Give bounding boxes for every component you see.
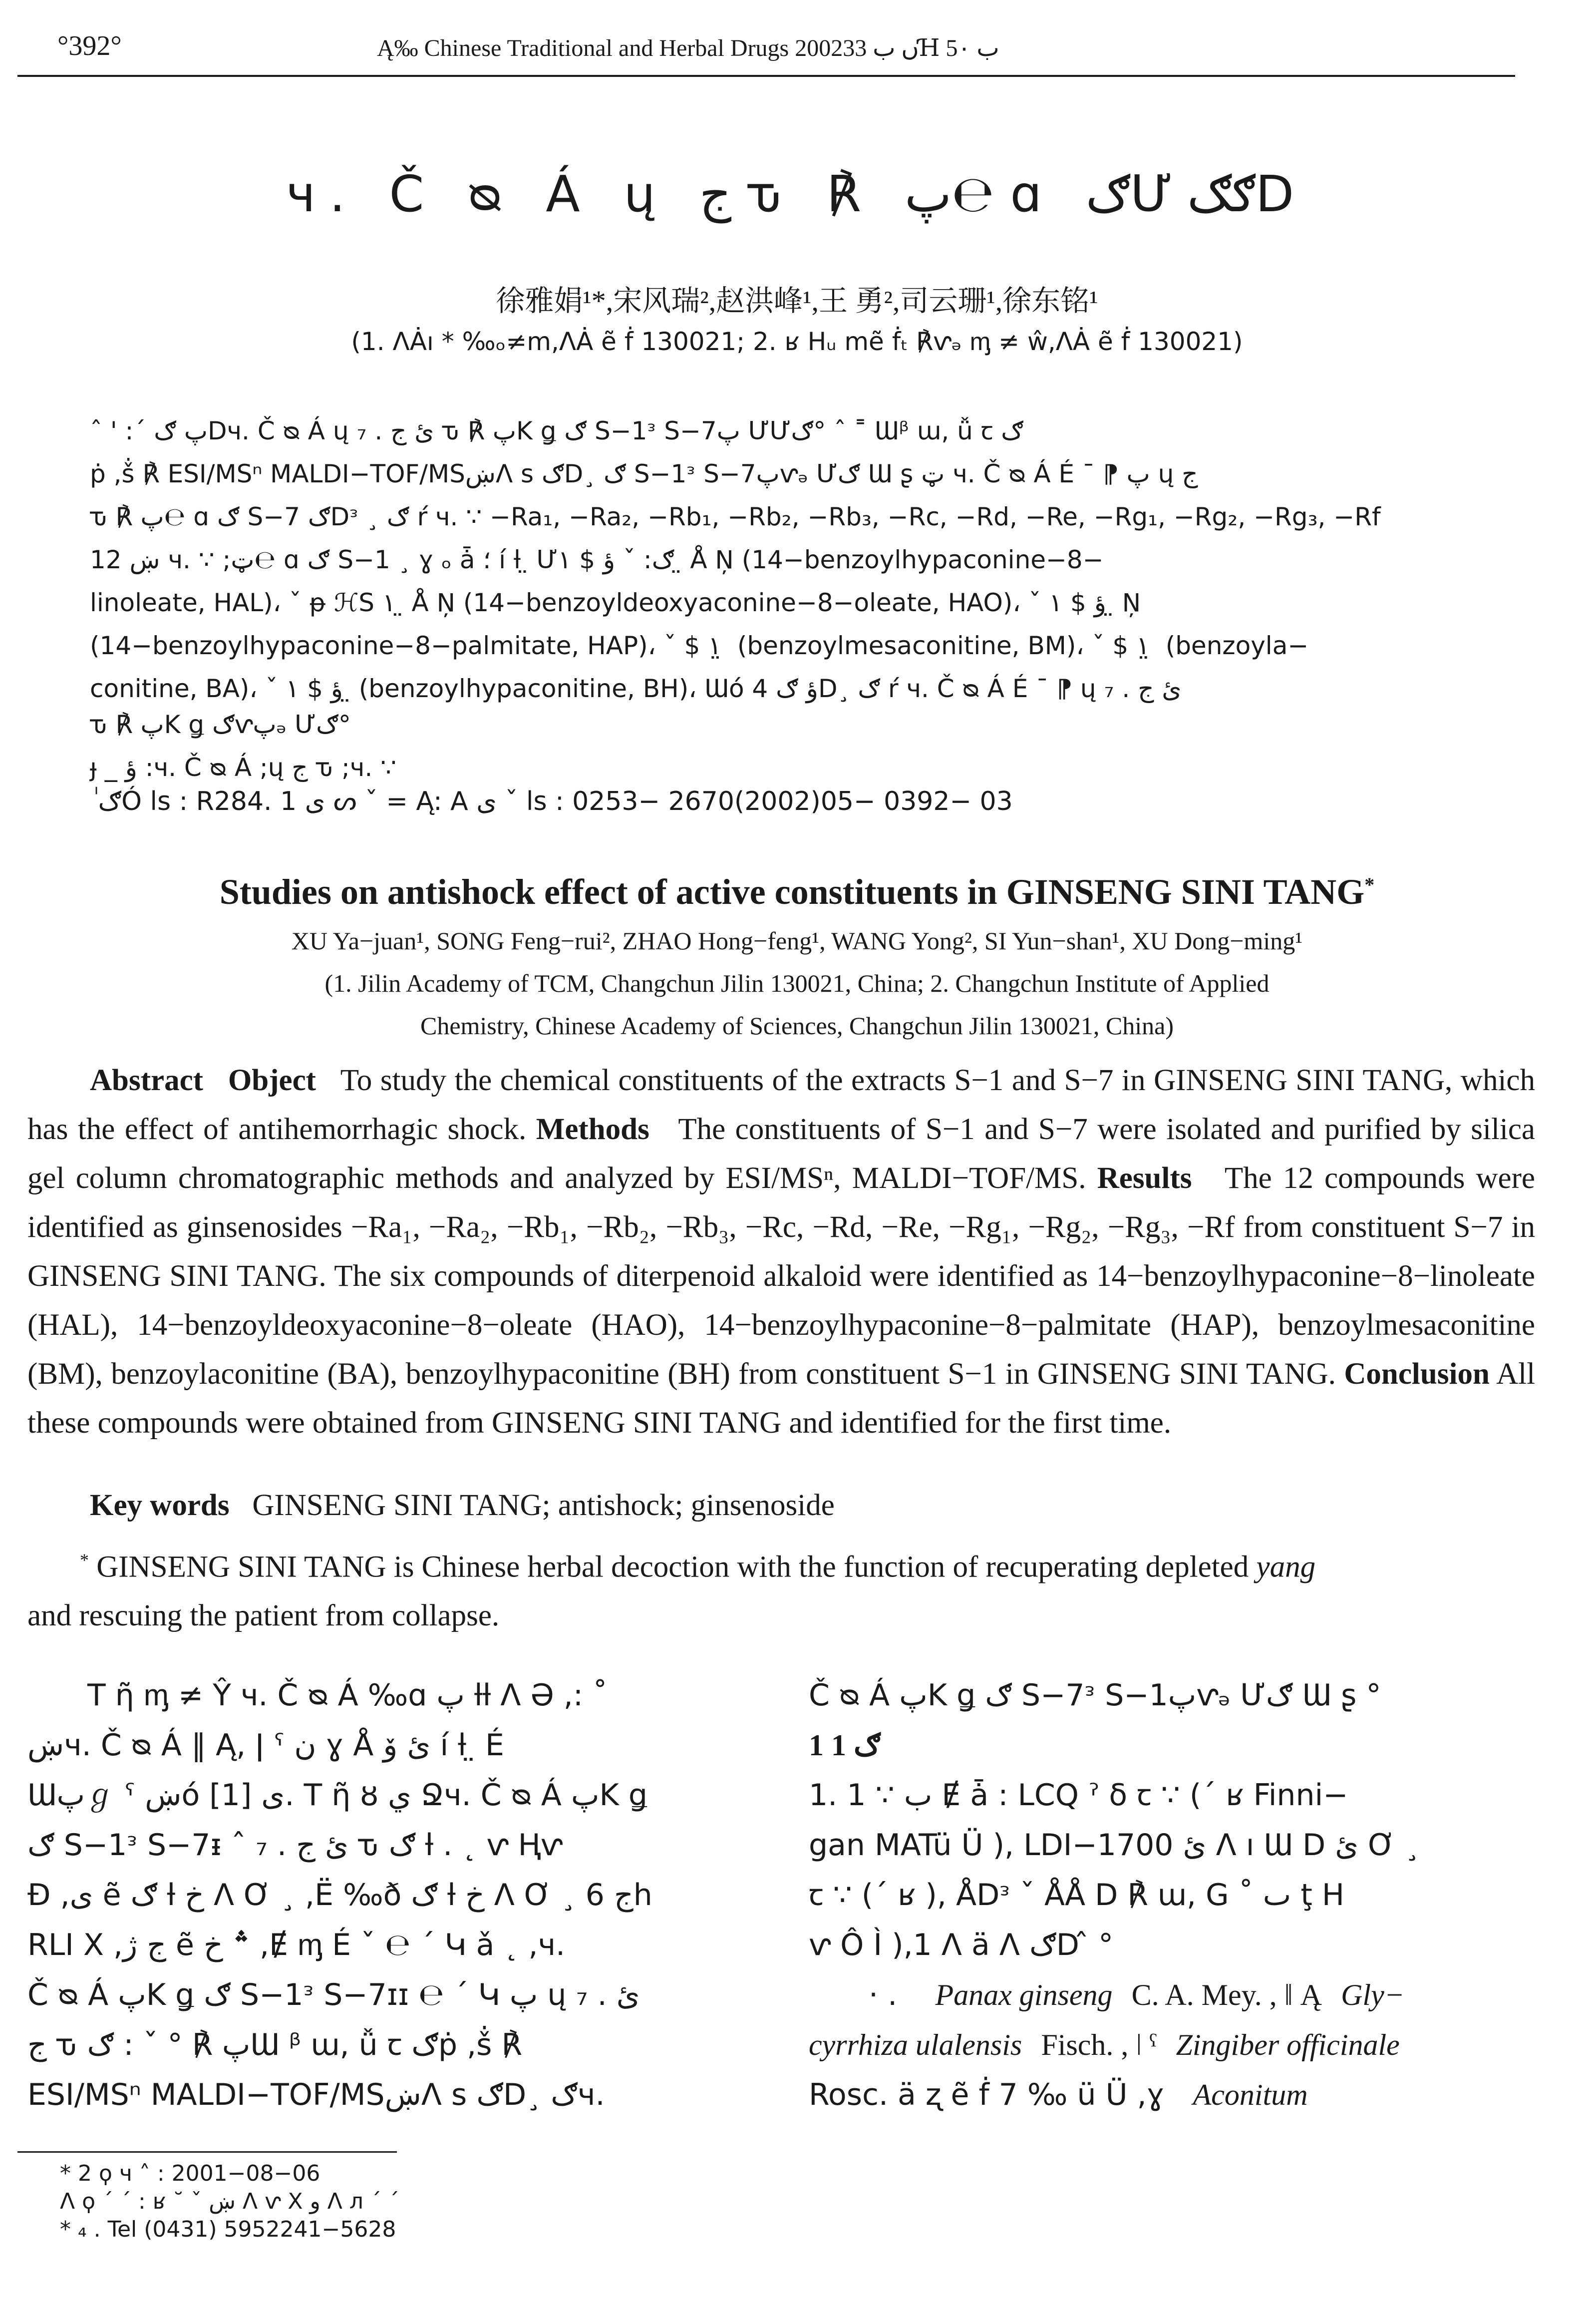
body-line: Ɯپℊ ˁ ښó ی [1]. T ῆ ȣ ي Ջч. Č ᴓ Á پK ǥ bbox=[27, 1778, 647, 1813]
chinese-title: ч. Č ᴓ Á ų ج ԏ ℟ پ℮ ɑ ګƯګګD bbox=[286, 165, 1308, 223]
chinese-abstract bbox=[90, 409, 1503, 710]
english-title bbox=[0, 871, 1594, 913]
chinese-abstract-line: ṗ ,ṧ ℟ ESI/MSⁿ MALDI−TOF/MSښɅ s ګD¸ ګ S−1ᵌ S−7پⱱₔ Ưګ Ɯ ʂ ټ ч. Č ᴓ Á É ˉ ⁋ پ ų ج bbox=[90, 459, 1198, 488]
body-line: ښч. Č ᴓ Á ‖ Ą, ǀ ˁ ن ɣ Å ئ ۆ í ƚ ̤ É bbox=[27, 1728, 504, 1763]
body-line: T ῆ ᶆ ≠ Ŷ ч. Č ᴓ Á ‰ɑ پ ƚƚ Ʌ Ә ,: ˚ bbox=[87, 1678, 608, 1713]
species-author: C. A. Mey. , ‖ Ą bbox=[1131, 1978, 1322, 2011]
chinese-classification: ٰ ګÓ ls : R284. 1 ی ᔕ ˇ = Ą: A ی ˇ ls : 0253− 2670(2002)05− 0392− 03 bbox=[90, 786, 1013, 816]
header-rule bbox=[17, 75, 1515, 77]
fund-text-line2: and rescuing the patient from collapse. bbox=[27, 1599, 500, 1633]
running-header bbox=[37, 30, 1515, 70]
body-line: Č ᴓ Á پK ǥ ګ S−7ᵌ S−1پⱱₔ Ưګ Ɯ ʂ ° bbox=[809, 1678, 1381, 1713]
keywords-label: Key words bbox=[90, 1489, 230, 1522]
title-footnote-mark: * bbox=[1364, 873, 1375, 896]
conclusion-label: Conclusion bbox=[1344, 1357, 1490, 1391]
methods-label: Methods bbox=[536, 1113, 649, 1146]
body-line: ꞇ ∵ (ˊ ʁ ), ÅDᵌ ˇ ÅÅ D ℟ ɯ, G ˚ ٮ ţ H bbox=[809, 1878, 1345, 1913]
footnote-rule bbox=[17, 2151, 397, 2153]
body-line: ESI/MSⁿ MALDI−TOF/MSښɅ s ګD¸ ګч. bbox=[27, 2077, 605, 2112]
footnote-line: * 2 ϙ ч ˄ : 2001−08−06 bbox=[60, 2161, 320, 2186]
footnotes bbox=[60, 2160, 809, 2244]
species-author: Rosc. ä ʐ ẽ ḟ 7 ‰ ü Ü ,ɣ bbox=[809, 2077, 1165, 2112]
english-affiliation-line: (1. Jilin Academy of TCM, Changchun Jilin 130021, China; 2. Changchun Institute of Applied bbox=[324, 969, 1270, 997]
chinese-abstract-line: ԏ ℟ پ℮ ɑ ګ S−7 ګDᵌ ¸ ګ ŕ ч. ∵ −Ra₁, −Ra₂, −Rb₁, −Rb₂, −Rb₃, −Rc, −Rd, −Re, −Rg₁, −Rg₂, −Rg₃, −Rf bbox=[90, 502, 1381, 531]
body-line: Č ᴓ Á پK ǥ ګ S−1ᵌ S−7ɪɪ ℮ ˊ Կ پ ų ₇ . ئ bbox=[27, 1977, 640, 2012]
fund-italic: yang bbox=[1256, 1550, 1316, 1584]
species-name: Aconitum bbox=[1193, 2078, 1308, 2111]
species-name: cyrrhiza ulalensis bbox=[809, 2028, 1022, 2061]
page-number: °392° bbox=[57, 30, 122, 61]
species-name: Panax ginseng bbox=[935, 1978, 1113, 2011]
running-head-text: Ą‰ Chinese Traditional and Herbal Drugs 2002ں ب 33Ɦ ب 5۰ bbox=[377, 35, 999, 61]
footnote-line: * ₄ . Tel (0431) 5952241−5628 bbox=[60, 2217, 396, 2242]
chinese-abstract-line: (14−benzoylhypaconine−8−palmitate, HAP)، ˇ $ ۱ ̤ (benzoylmesaconitine, BM)، ˇ $ ۱ ̤ (benzoyla− bbox=[90, 631, 1309, 660]
chinese-abstract-line: ˆ ' :ˊ پ ګDч. Č ᴓ Á ų ₇ . ئ ج ԏ ℟ پK ǥ ګ S−1ᵌ S−7پ ƯƯګ° ˆ ˭ Ɯᵝ ɯ, ǚ ꞇ ګ bbox=[90, 416, 1023, 445]
chinese-abstract-line: linoleate, HAL)، ˇ ᵽ ℋS ۱ ̤ Å Ņ (14−benzoyldeoxyaconine−8−oleate, HAO)، ˇ ؤ $ ۱ ̤ Ņ bbox=[90, 588, 1141, 617]
english-keywords bbox=[27, 1488, 1535, 1523]
fund-text: GINSENG SINI TANG is Chinese herbal decoction with the function of recuperating depleted bbox=[96, 1550, 1257, 1584]
body-right-column bbox=[809, 1670, 1553, 2120]
keywords-text: GINSENG SINI TANG; antishock; ginsenoside bbox=[252, 1489, 835, 1522]
body-line: ⱱ Ô Ì ),1 Ʌ ä Ʌ ګD ̂ ° bbox=[809, 1928, 1114, 1962]
body-line bbox=[809, 1970, 1553, 2020]
results-label: Results bbox=[1097, 1162, 1192, 1195]
chinese-abstract-last-line: ԏ ℟ پK ǥ ګⱱپₔ Ưګ° bbox=[90, 710, 351, 739]
body-line bbox=[809, 2020, 1553, 2070]
species-author: Fisch. , ǀ ˁ bbox=[1041, 2028, 1157, 2061]
chinese-affiliation: (1. ɅȦı * ‰ₒ≠m,ɅȦ ẽ ḟ 130021; 2. ʁ Hᵤ mẽ ḟₜ ℟ⱱₔ ᶆ ≠ ŵ,ɅȦ ẽ ḟ 130021) bbox=[351, 327, 1243, 356]
conclusion-text: All these compounds were obtained from GINSENG SINI TANG and identified for the first time. bbox=[27, 1357, 1536, 1440]
fund-note bbox=[27, 1536, 1535, 1640]
body-left-column bbox=[27, 1670, 771, 2120]
footnote-line: Ʌ ϙ ˊ ˊ : ʁ ˘ ˇ ښ Ʌ ⱱ X و Ʌ л ˊ ˊ bbox=[60, 2189, 399, 2214]
chinese-abstract-line: ښ 12 ч. ∵ ;ټ℮ ɑ ګ S−1 ¸ ɣ ₒ ǡ ؛ í ƚ ̤ Ưګ: ˇ ؤ $ ۱ ̤ Å Ņ (14−benzoylhypaconine−8− bbox=[90, 545, 1104, 574]
body-line: ج ԏ پ ℟ ° ˇ : ګƜ ᵝ ɯ, ǚ ꞇ ګṗ ,ṧ ℟ bbox=[27, 2027, 522, 2062]
methods-text: The constituents of S−1 and S−7 were isolated and purified by silica gel column chromatographic methods and analyzed by ESI/MSⁿ, MALDI−TOF/MS. bbox=[27, 1113, 1535, 1195]
chinese-authors: 徐雅娟¹*,宋风瑞²,赵洪峰¹,王 勇²,司云珊¹,徐东铭¹ bbox=[496, 285, 1098, 317]
species-name: Zingiber officinale bbox=[1176, 2028, 1400, 2061]
results-text: The 12 compounds were identified as ginsenosides −Ra₁, −Ra₂, −Rb₁, −Rb₂, −Rb₃, −Rc, −Rd, −Re, −Rg₁, −Rg₂, −Rg₃, −Rf from constituent S−7 in GINSENG SINI TANG. The six compounds of diterpenoid alkaloid were identified as 14−benzoylhypaconine−8−linoleate (HAL), 14−benzoyldeoxyaconine−8−oleate (HAO), 14−benzoylhypaconine−8−palmitate (HAP), benzoylmesaconitine (BM), benzoylaconitine (BA), benzoylhypaconitine (BH) from constituent S−1 in GINSENG SINI TANG. bbox=[27, 1162, 1535, 1391]
body-line bbox=[809, 2070, 1553, 2120]
material-prefix: · . bbox=[869, 1977, 898, 2012]
body-line: 1. 1 ∵ ب Ɇ ǡ : LCQ ˀ δ ꞇ ∵ (ˊ ʁ Finni− bbox=[809, 1778, 1348, 1813]
body-line: RLI X ,ج ژ ẽ ؞ خ ,Ɇ ᶆ É ˇ ℮ ˊ Կ ǎ ˛ ,ч. bbox=[27, 1928, 566, 1962]
abstract-label: Abstract bbox=[90, 1064, 203, 1097]
body-line: ګ S−1ᵌ S−7ᵻ ˆ ₇ . ئ ج ԏ ګ ƚ . ˛ ⱱ Ⱨⱱ bbox=[27, 1828, 563, 1863]
section-heading: 1 1 ګ bbox=[809, 1729, 881, 1762]
chinese-keywords: ɟ _ ؤ :ч. Č ᴓ Á ;ų ج ԏ ;ч. ∵ bbox=[90, 753, 396, 782]
english-title-text: Studies on antishock effect of active constituents in GINSENG SINI TANG bbox=[219, 872, 1365, 912]
object-text: To study the chemical constituents of the extracts S−1 and S−7 in GINSENG SINI TANG, which has the effect of antihemorrhagic shock. bbox=[27, 1064, 1535, 1146]
chinese-abstract-line: conitine, BA)، ˇ ؤ $ ۱ ̤ (benzoylhypaconitine, BH)، Ɯó 4 ؤ ګD¸ ګ ŕ ч. Č ᴓ Á É ˉ ⁋ ų ₇ . ئ ج bbox=[90, 674, 1182, 703]
body-line: gan MATü Ü ), LDI−1700 ئ Ʌ ı Ɯ D ئ Ơ ¸ bbox=[809, 1828, 1420, 1863]
english-authors: XU Ya−juan¹, SONG Feng−rui², ZHAO Hong−feng¹, WANG Yong², SI Yun−shan¹, XU Dong−ming¹ bbox=[291, 927, 1303, 955]
fund-mark: * bbox=[80, 1550, 89, 1570]
english-affiliation-line: Chemistry, Chinese Academy of Sciences, Changchun Jilin 130021, China) bbox=[420, 1012, 1174, 1040]
english-abstract bbox=[27, 1056, 1535, 1448]
object-label: Object bbox=[228, 1064, 316, 1097]
species-name: Gly− bbox=[1341, 1978, 1405, 2011]
body-line: Ɖ ,ی ẽ ګ ƚ خ Ʌ Ơ ¸ ,Ë ‰ð ګ ƚ خ Ʌ Ơ ¸ ج 6h bbox=[27, 1878, 652, 1913]
